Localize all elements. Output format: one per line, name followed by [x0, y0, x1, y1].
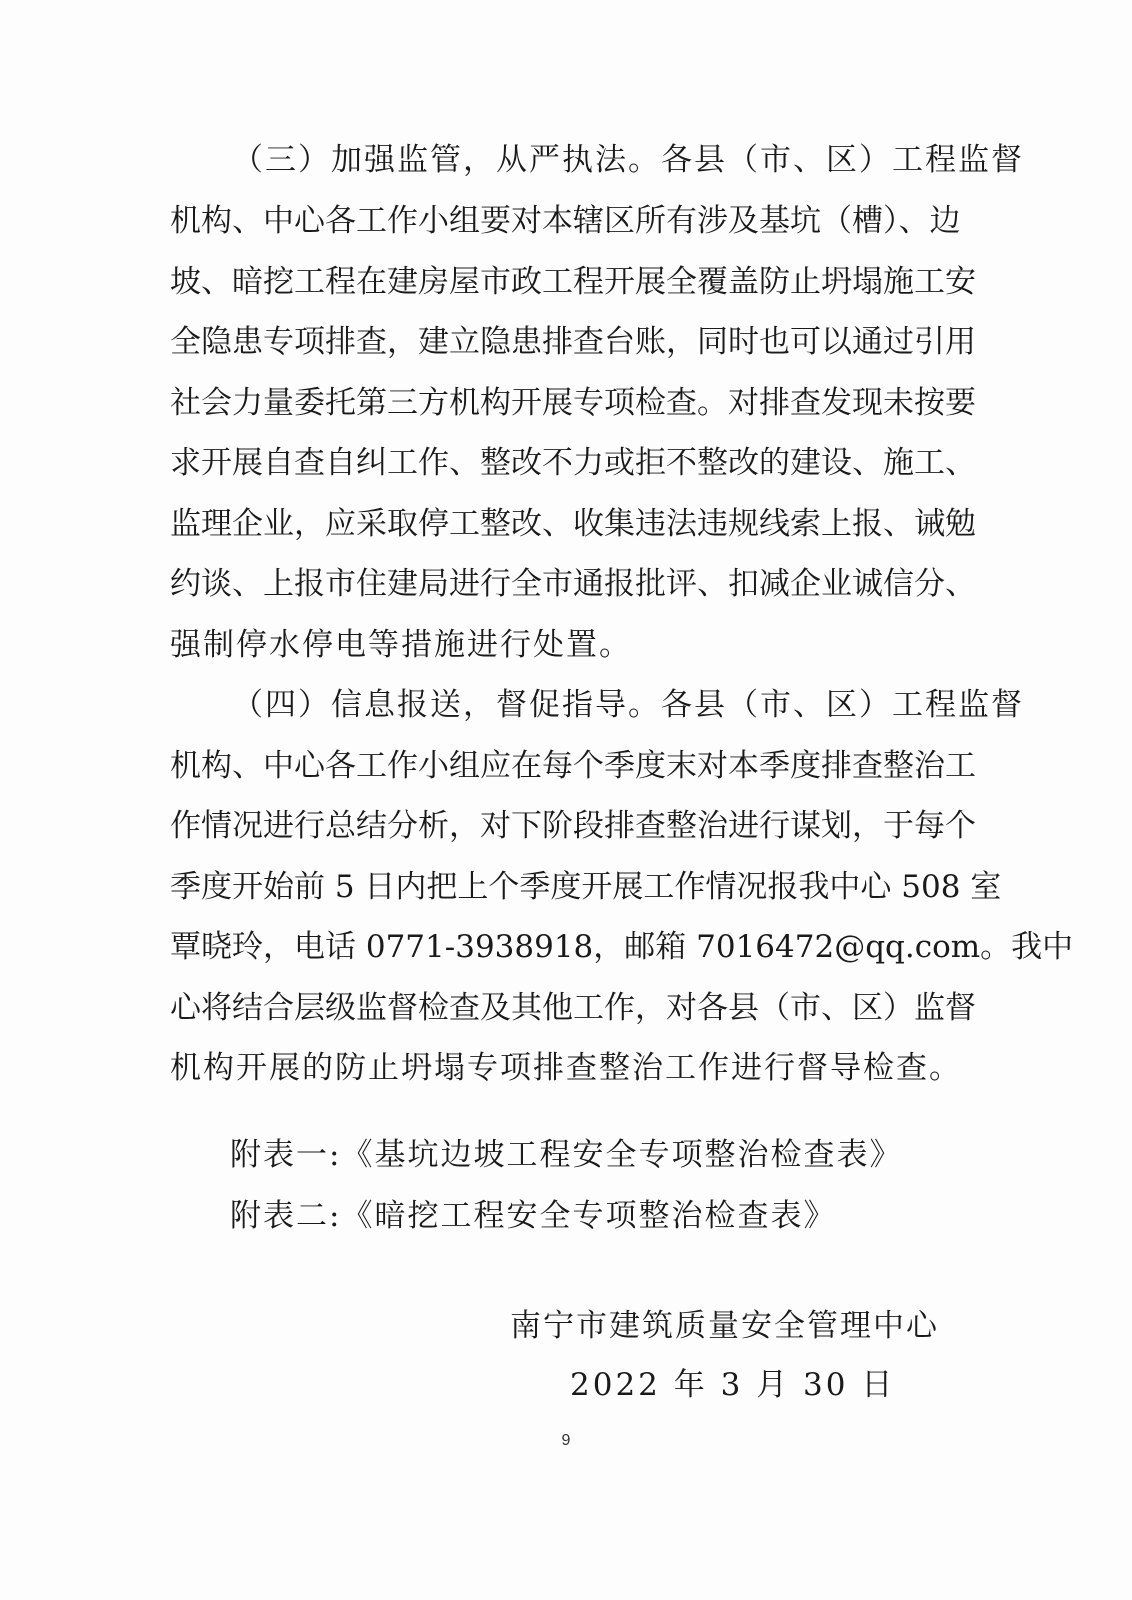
paragraph-line: 覃晓玲，电话 0771-3938918，邮箱 7016472@qq.com。我中	[170, 929, 1074, 965]
attachment-item: 附表一:《基坑边坡工程安全专项整治检查表》	[230, 1137, 903, 1173]
paragraph-line: 监理企业，应采取停工整改、收集违法违规线索上报、诫勉	[170, 506, 976, 542]
paragraph-line: 社会力量委托第三方机构开展专项检查。对排查发现未按要	[170, 385, 976, 421]
paragraph-line: 约谈、上报市住建局进行全市通报批评、扣减企业诚信分、	[170, 566, 976, 602]
paragraph-line: （三）加强监管，从严执法。各县（市、区）工程监督	[232, 142, 1024, 178]
signature-date: 2022 年 3 月 30 日	[570, 1367, 896, 1403]
paragraph-line: 坡、暗挖工程在建房屋市政工程开展全覆盖防止坍塌施工安	[170, 264, 976, 300]
paragraph-line: （四）信息报送，督促指导。各县（市、区）工程监督	[232, 687, 1024, 723]
paragraph-line: 机构、中心各工作小组要对本辖区所有涉及基坑（槽）、边	[170, 203, 961, 239]
paragraph-line: 强制停水停电等措施进行处置。	[170, 627, 632, 663]
attachment-item: 附表二:《暗挖工程安全专项整治检查表》	[230, 1198, 837, 1234]
paragraph-line: 季度开始前 5 日内把上个季度开展工作情况报我中心 508 室	[170, 869, 1002, 905]
signature-organization: 南宁市建筑质量安全管理中心	[510, 1308, 939, 1344]
page-number: 9	[561, 1432, 571, 1449]
paragraph-line: 全隐患专项排查，建立隐患排查台账，同时也可以通过引用	[170, 324, 976, 360]
paragraph-line: 机构开展的防止坍塌专项排查整治工作进行督导检查。	[170, 1050, 962, 1086]
paragraph-line: 机构、中心各工作小组应在每个季度末对本季度排查整治工	[170, 748, 976, 784]
paragraph-line: 心将结合层级监督检查及其他工作，对各县（市、区）监督	[170, 990, 976, 1026]
paragraph-line: 求开展自查自纠工作、整改不力或拒不整改的建设、施工、	[170, 445, 976, 481]
paragraph-line: 作情况进行总结分析，对下阶段排查整治进行谋划，于每个	[170, 808, 976, 844]
